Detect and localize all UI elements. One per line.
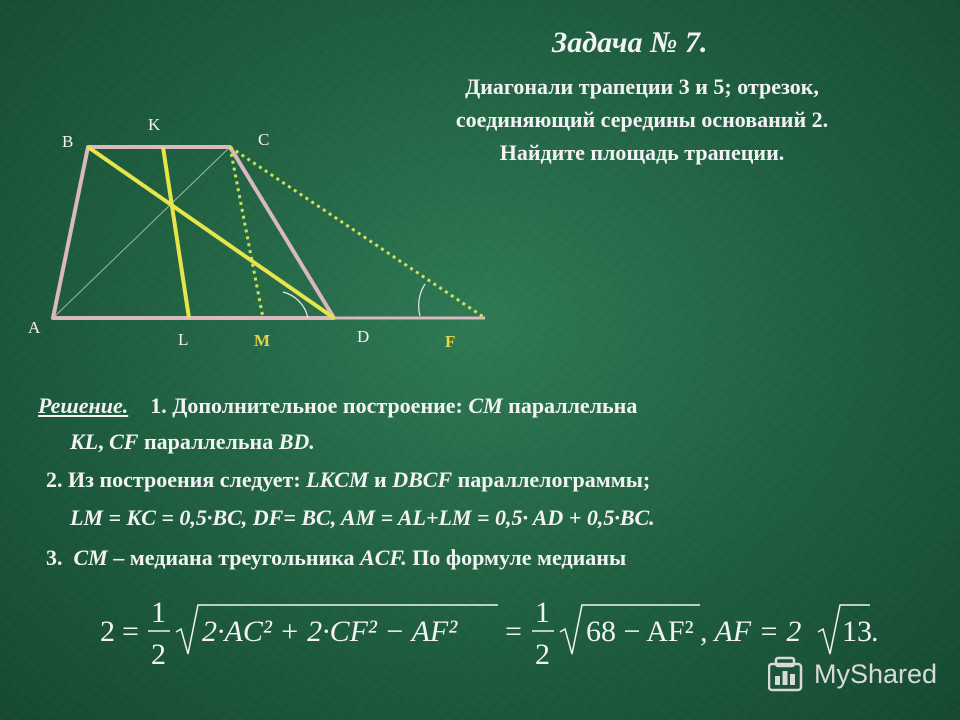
point-label-f: F bbox=[445, 332, 456, 351]
formula-radicand-2: 68 − AF² bbox=[586, 615, 694, 648]
step2-equations: LM = KC = 0,5·BC, DF= BC, AM = AL+LM = 0,5· AD + 0,5·BC. bbox=[70, 505, 655, 530]
solution-line-1 bbox=[38, 393, 637, 419]
formula-frac1-den: 2 bbox=[151, 638, 166, 671]
step2-dbcf: DBCF bbox=[392, 467, 453, 492]
formula-frac2-den: 2 bbox=[535, 638, 550, 671]
trapezoid-abcd bbox=[53, 147, 334, 318]
point-label-a: A bbox=[28, 318, 41, 337]
angle-arc-f bbox=[419, 284, 425, 316]
myshared-logo-icon bbox=[768, 656, 806, 692]
segment-cf bbox=[230, 147, 485, 318]
myshared-watermark[interactable] bbox=[768, 656, 937, 692]
point-label-k: K bbox=[148, 115, 161, 134]
step2-lkcm: LKCM bbox=[306, 467, 369, 492]
point-label-l: L bbox=[178, 330, 189, 349]
step2-text: 2. Из построения следует: bbox=[46, 467, 301, 492]
step1-parallel: параллельна bbox=[508, 393, 638, 418]
step3-cm: CM bbox=[73, 545, 108, 570]
step1-parallel-2: параллельна bbox=[143, 429, 274, 454]
solution-line-3 bbox=[46, 467, 650, 493]
solution-line-5 bbox=[46, 545, 626, 571]
myshared-text: MyShared bbox=[814, 658, 938, 689]
point-label-m: M bbox=[254, 331, 271, 350]
formula-result-radicand: 13 bbox=[842, 615, 872, 648]
step3-acf: ACF. bbox=[360, 545, 407, 570]
solution-heading: Решение. bbox=[38, 393, 129, 418]
step3-text: – медиана треугольника bbox=[113, 545, 355, 570]
diagonal-bd bbox=[88, 147, 334, 318]
formula-lhs: 2 bbox=[100, 615, 115, 648]
formula-equals-1: = bbox=[122, 615, 139, 648]
point-label-c: C bbox=[258, 130, 270, 149]
step1-kl: KL bbox=[70, 429, 99, 454]
problem-title: Задача № 7. bbox=[552, 26, 708, 59]
problem-line-3: Найдите площадь трапеции. bbox=[499, 140, 785, 165]
diagonal-ac bbox=[53, 147, 230, 318]
step1-cf: CF bbox=[109, 429, 139, 454]
step2-text-2: параллелограммы; bbox=[457, 467, 651, 492]
formula-equals-2: = bbox=[505, 615, 522, 648]
problem-line-1: Диагонали трапеции 3 и 5; отрезок, bbox=[465, 74, 819, 99]
point-label-b: B bbox=[62, 132, 74, 151]
formula-result-end: . bbox=[871, 615, 879, 648]
step2-and: и bbox=[374, 467, 387, 492]
step1-text: Дополнительное построение: bbox=[172, 393, 463, 418]
formula-radicand-1: 2·AC² + 2·CF² − AF² bbox=[202, 615, 458, 648]
problem-line-2: соединяющий середины оснований 2. bbox=[455, 107, 829, 132]
step1-cm: CM bbox=[468, 393, 503, 418]
step1-number: 1. bbox=[150, 393, 167, 418]
step1-bd: BD. bbox=[278, 429, 315, 454]
formula-frac1-num: 1 bbox=[151, 596, 166, 629]
segment-kl bbox=[163, 147, 189, 318]
solution-line-2: KL, CF параллельна BD. bbox=[70, 429, 315, 454]
solution-line-4 bbox=[70, 505, 655, 531]
step3-number: 3. bbox=[46, 545, 63, 570]
point-label-d: D bbox=[357, 327, 370, 346]
step3-text-2: По формуле медианы bbox=[412, 545, 627, 570]
formula-frac2-num: 1 bbox=[535, 596, 550, 629]
formula-result-prefix: , AF = 2 bbox=[700, 615, 802, 648]
